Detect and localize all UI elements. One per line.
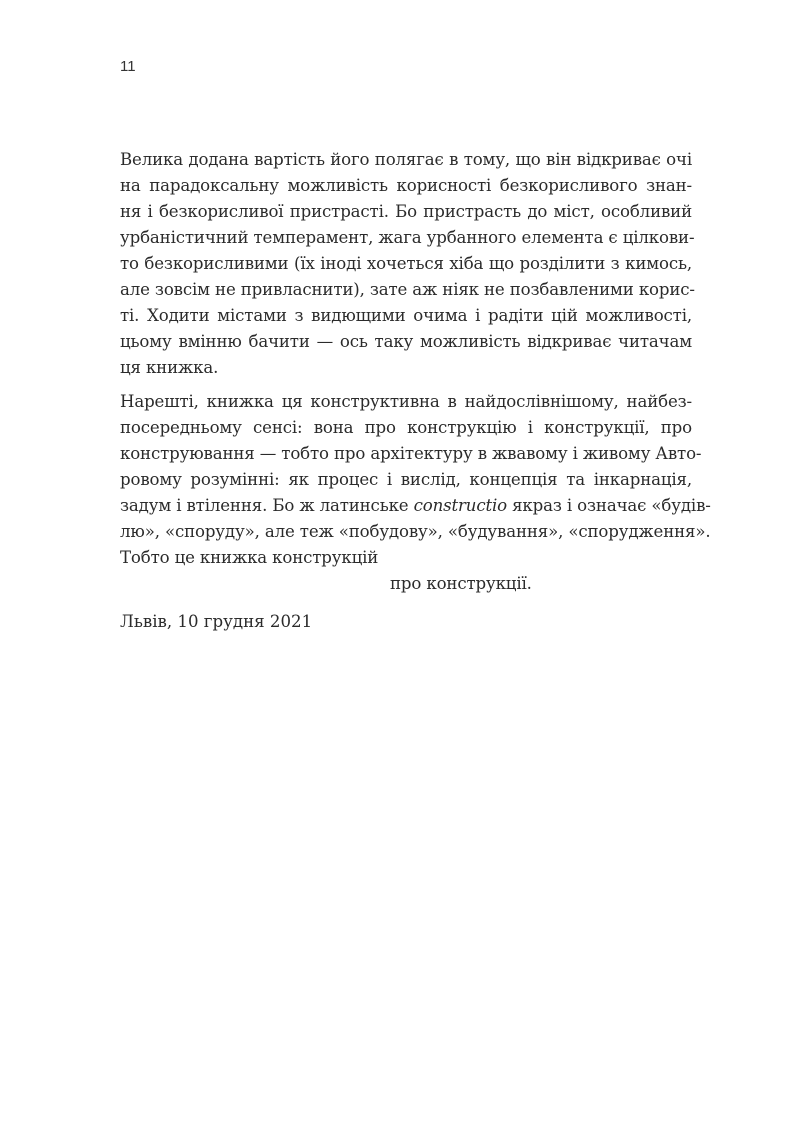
paragraph-2-line: ровому розумінні: як процес і вислід, концепція та інкарнація,	[120, 470, 692, 489]
page-number: 11	[120, 58, 136, 75]
place-and-date: Львів, 10 грудня 2021	[120, 612, 313, 631]
paragraph-1-line: цьому вмінню бачити — ось таку можливість відкриває читачам	[120, 332, 692, 351]
paragraph-1-line: урбаністичний темперамент, жага урбанного елемента є цілкови-	[120, 228, 695, 247]
text-segment: задум і втілення. Бо ж латинське	[120, 496, 414, 515]
paragraph-2-line: посередньому сенсі: вона про конструкцію і конструкції, про	[120, 418, 692, 437]
paragraph-1-line: але зовсім не привласнити), зате аж ніяк не позбавленими корис-	[120, 280, 695, 299]
paragraph-2-line: Тобто це книжка конструкцій	[120, 548, 379, 567]
paragraph-1-line: на парадоксальну можливість корисності безкорисливого знан-	[120, 176, 692, 195]
text-segment: якраз і означає «будів-	[506, 496, 711, 515]
paragraph-1-line: ня і безкорисливої пристрасті. Бо пристрасть до міст, особливий	[120, 202, 692, 221]
latin-term-italic: constructio	[413, 496, 507, 515]
paragraph-2-line-latin-word	[120, 493, 711, 519]
paragraph-1-line: ця книжка.	[120, 358, 219, 377]
paragraph-2-line: лю», «споруду», але теж «побудову», «будування», «спорудження».	[120, 522, 711, 541]
paragraph-1-line: Велика додана вартість його полягає в тому, що він відкриває очі	[120, 150, 692, 169]
paragraph-1	[120, 147, 695, 381]
paragraph-2-indented-line: про конструкції.	[390, 574, 532, 593]
paragraph-2	[120, 389, 711, 597]
paragraph-2-line: конструювання — тобто про архітектуру в жвавому і живому Авто-	[120, 444, 702, 463]
paragraph-2-line: Нарешті, книжка ця конструктивна в найдослівнішому, найбез-	[120, 392, 692, 411]
paragraph-1-line: то безкорисливими (їх іноді хочеться хіба що розділити з кимось,	[120, 254, 692, 273]
paragraph-1-line: ті. Ходити містами з видющими очима і радіти цій можливості,	[120, 306, 692, 325]
